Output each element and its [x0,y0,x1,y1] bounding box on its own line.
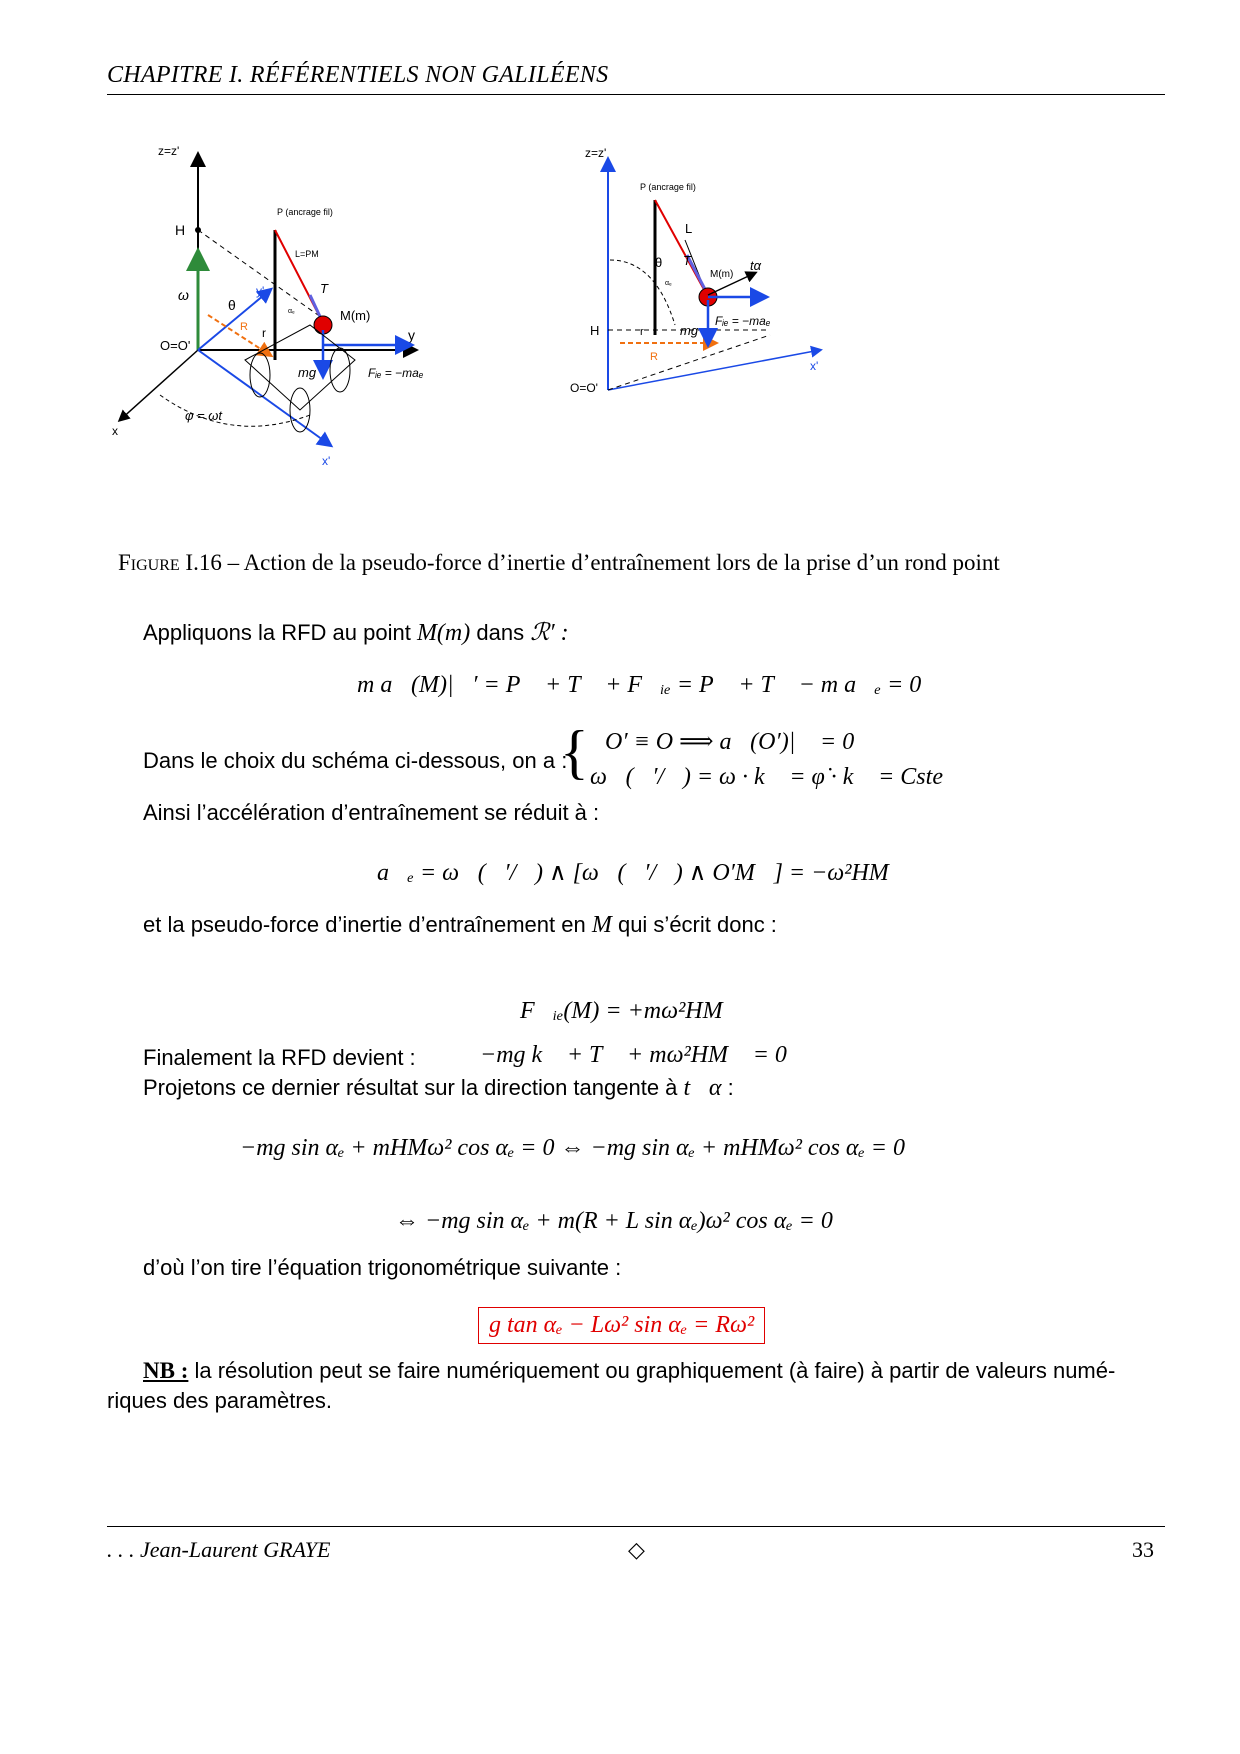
equation-projection-2: ⇔ −mg sin αₑ + m(R + L sin αₑ)ω² cos αₑ = 0 [395,1208,833,1234]
para-schema: Dans le choix du schéma ci-dessous, on a : [143,748,568,773]
right-H-label: H [590,323,600,338]
equation-acceleration: a⃗ₑ = ω⃗(ℛ′/ℛ) ∧ [ω⃗(ℛ′/ℛ) ∧ O′M⃗] = −ω²HM⃗ [377,860,908,886]
system-line-1: O′ ≡ O ⟹ a⃗(O′)|ℛ = 0⃗ [605,729,873,755]
footer-author: . . . Jean-Laurent GRAYE [107,1537,331,1562]
para-rfd-intro: Appliquons la RFD au point M(m) dans ℛ′ : [143,620,569,646]
boxed-result-equation: g tan αₑ − Lω² sin αₑ = Rω² [478,1307,765,1344]
right-alpha-label: αₑ [665,280,672,287]
left-omega-label: ω [178,287,189,303]
figure-right-2d-pendulum [565,145,895,410]
para-trig: d’où l’on tire l’équation trigonométrique suivante : [143,1255,622,1280]
left-xprime-label: x' [322,454,331,468]
right-r-label: r [640,326,644,338]
figure-left-3d-roundabout [110,145,510,530]
left-H-label: H [175,222,186,238]
para-projection: Projetons ce dernier résultat sur la direction tangente à t⃗α : [143,1075,734,1101]
left-yprime-label: y' [256,284,265,298]
right-T-label: T [683,253,691,268]
left-O-label: O=O' [160,338,191,353]
right-R-label: R [650,351,658,363]
para-acceleration: Ainsi l’accélération d’entraînement se réduit à : [143,800,600,825]
right-ta-label: tα [750,258,762,273]
equation-pseudo-force: F⃗ᵢₑ(M) = +mω²HM⃗ [520,998,742,1024]
left-alpha-label: αₑ [288,308,295,315]
left-x-label: x [112,424,118,438]
right-mg-label: mg [680,323,699,338]
footer-diamond-icon: ◇ [628,1537,645,1562]
left-Fie-label: Fᵢₑ = −maₑ [368,366,424,380]
left-M-label: M(m) [340,308,371,323]
equation-projection: −mg sin αₑ + mHMω² cos αₑ = 0 ⇔ −mg sin αₑ + mHMω² cos αₑ = 0 [240,1135,905,1161]
right-z-label: z=z' [585,146,607,160]
left-phi-label: φ = ωt [185,408,223,423]
right-O-label: O=O' [570,381,598,395]
left-r-label: r [262,326,266,340]
right-Fie-label: Fᵢₑ = −maₑ [715,314,771,328]
para-finally: Finalement la RFD devient : [143,1045,416,1070]
system-brace: { [560,719,589,785]
right-xprime-label: x' [810,359,819,373]
left-z-label: z=z' [158,145,180,158]
right-anchor-label: P (ancrage fil) [640,182,696,192]
right-M-label: M(m) [710,269,734,280]
figure-caption: Figure I.16 – Action de la pseudo-force d’inertie d’entraînement lors de la prise d’un rond point [118,550,1000,575]
footer-rule [107,1526,1165,1527]
left-L-label: L=PM [295,249,319,259]
header-rule [107,94,1165,95]
right-theta-label: θ [655,255,663,270]
left-R-label: R [240,321,248,333]
note-paragraph: NB : la résolution peut se faire numériquement ou graphiquement (à faire) à partir de valeurs numé- [143,1358,1116,1383]
system-line-2: ω⃗(ℛ′/ℛ) = ω · k⃗ = φ̇ · k⃗ = Cste [590,764,943,790]
running-header: CHAPITRE I. RÉFÉRENTIELS NON GALILÉENS [107,62,609,88]
left-anchor-label: P (ancrage fil) [277,207,333,217]
equation-final-rfd: −mg k⃗ + T⃗ + mω²HM⃗ = 0⃗ [480,1042,806,1068]
para-pseudo-force: et la pseudo-force d’inertie d’entraînement en M qui s’écrit donc : [143,912,777,938]
left-mg-label: mg [298,365,317,380]
page-number: 33 [1132,1537,1154,1562]
equation-rfd: m a⃗(M)|ℛ′ = P⃗ + T⃗ + F⃗ᵢₑ = P⃗ + T⃗ − m a⃗ₑ = 0⃗ [357,672,940,698]
left-T-label: T [320,281,328,296]
left-theta-label: θ [228,297,236,313]
note-paragraph-cont: riques des paramètres. [107,1388,332,1413]
right-L-label: L [685,221,693,236]
left-y-label: y [408,327,415,343]
